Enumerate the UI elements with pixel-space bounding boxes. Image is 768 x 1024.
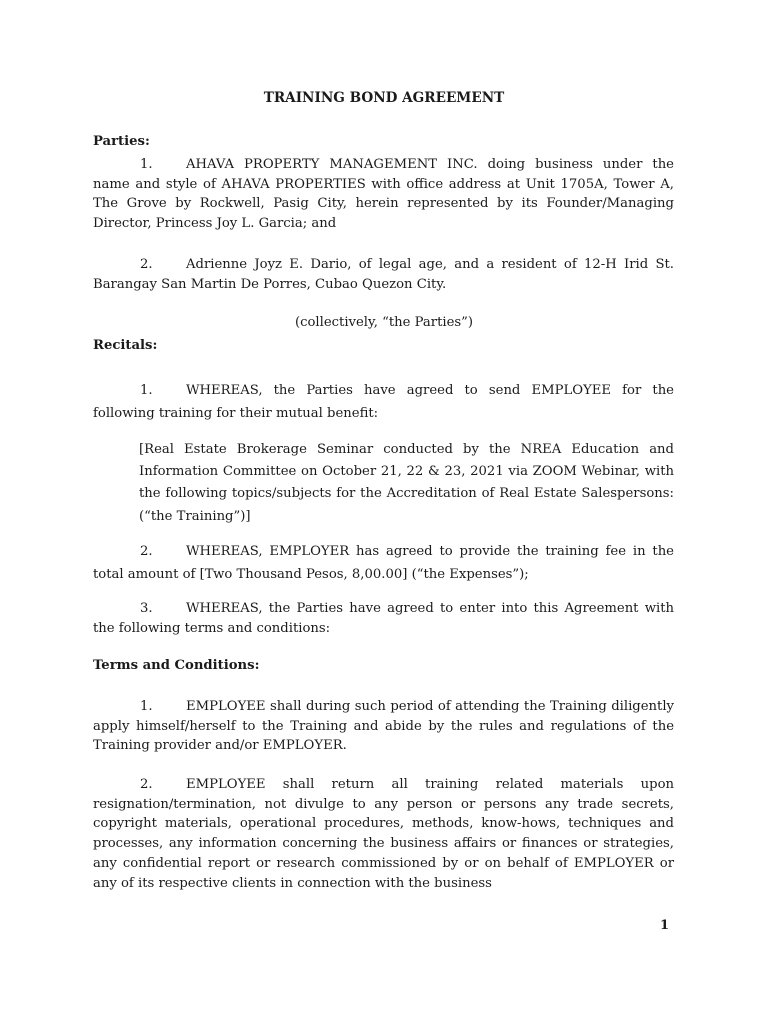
party-2 [93,255,674,294]
term-2-text: EMPLOYEE shall return all training related materials upon resignation/termination, not divulge to any person or persons any trade secrets, copyright materials, operational procedures, methods, know-hows, techniques and processes, any information concerning the business affairs or finances or strategies, any confidential report or research commissioned by or on behalf of EMPLOYER or any of its respective clients in connection with the business [93,777,674,891]
recital-2-text: WHEREAS, EMPLOYER has agreed to provide the training fee in the total amount of [Two Thousand Pesos, 8,00.00] (“the Expenses”); [93,544,674,582]
party-2-number: 2. [140,257,153,272]
recital-3 [93,599,674,638]
term-2-number: 2. [140,777,153,792]
term-1 [93,697,674,756]
term-1-number: 1. [140,699,153,714]
party-1 [93,155,674,234]
party-2-text: Adrienne Joyz E. Dario, of legal age, and a resident of 12-H Irid St. Barangay San Martin De Porres, Cubao Quezon City. [93,257,674,292]
training-description: [Real Estate Brokerage Seminar conducted by the NREA Education and Information Committee on October 21, 22 & 23, 2021 via ZOOM Webinar, with the following topics/subjects for the Accreditation of Real Estate Salespersons: (“the Training”)] [139,442,674,524]
recital-2-number: 2. [140,544,153,559]
recital-3-number: 3. [140,601,153,616]
collectively-note: (collectively, “the Parties”) [294,315,474,330]
recital-2 [93,541,674,586]
recital-1-text: WHEREAS, the Parties have agreed to send EMPLOYEE for the following training for their mutual benefit: [93,383,674,421]
page-number: 1 [660,918,670,933]
term-1-text: EMPLOYEE shall during such period of attending the Training diligently apply himself/herself to the Training and abide by the rules and regulations of the Training provider and/or EMPLOYER. [93,699,674,754]
party-1-text: AHAVA PROPERTY MANAGEMENT INC. doing business under the name and style of AHAVA PROPERTIES with office address at Unit 1705A, Tower A, The Grove by Rockwell, Pasig City, herein represented by its Founder/Managing Director, Princess Joy L. Garcia; and [93,157,674,232]
document-title: TRAINING BOND AGREEMENT [263,90,505,106]
recital-3-text: WHEREAS, the Parties have agreed to enter into this Agreement with the following terms and conditions: [93,601,674,636]
parties-heading: Parties: [93,134,150,149]
party-1-number: 1. [140,157,153,172]
terms-heading: Terms and Conditions: [93,658,260,673]
recital-1-number: 1. [140,383,153,398]
recitals-heading: Recitals: [93,338,158,353]
term-2 [93,775,674,893]
recital-1 [93,380,674,425]
